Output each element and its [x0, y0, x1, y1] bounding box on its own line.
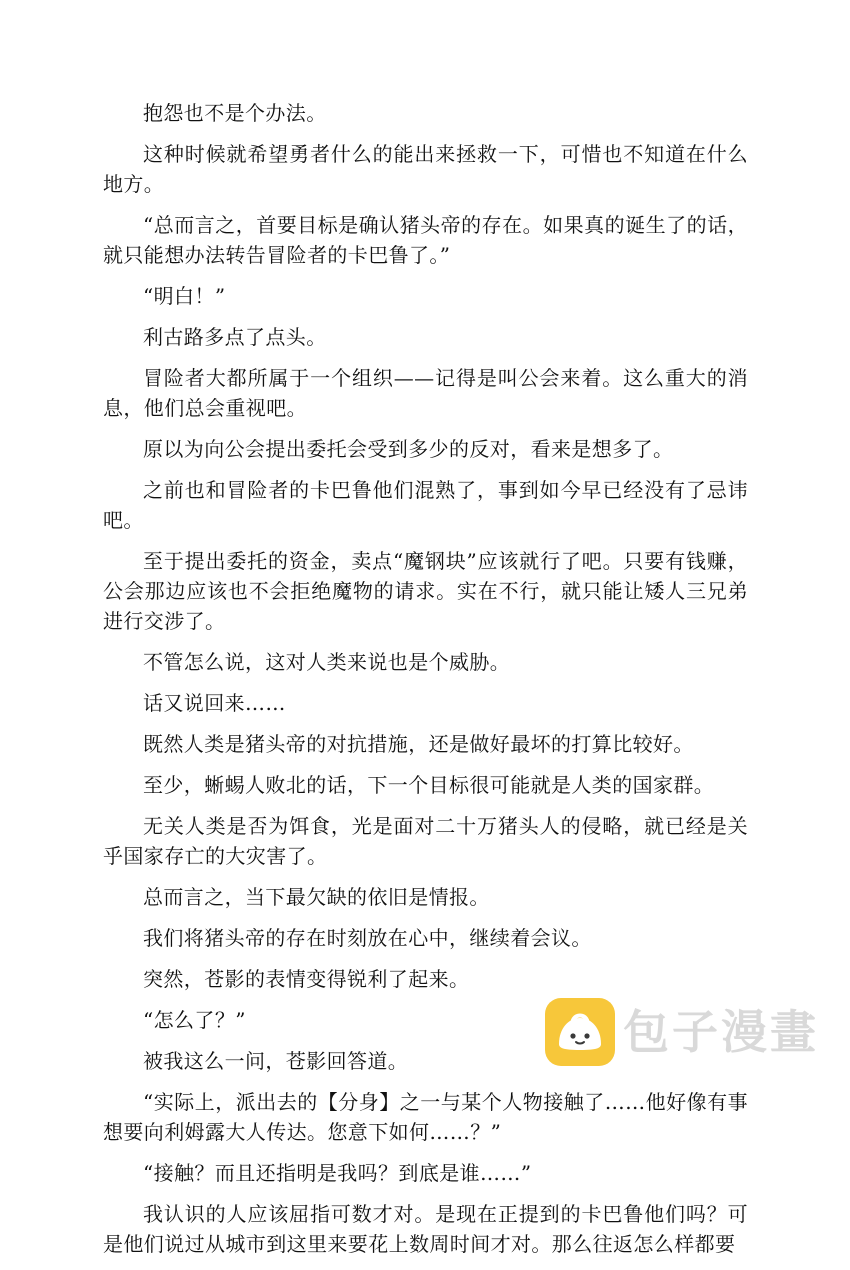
bun-mascot-icon: [545, 998, 615, 1066]
paragraph: 总而言之，当下最欠缺的依旧是情报。: [143, 885, 490, 909]
paragraph: 之前也和冒险者的卡巴鲁他们混熟了，事到如今早已经没有了忌讳吧。: [103, 478, 748, 532]
paragraph: “实际上，派出去的【分身】之一与某个人物接触了……他好像有事想要向利姆露大人传达。您意下如何……？”: [103, 1090, 748, 1144]
text-body: [103, 98, 748, 1270]
paragraph: 我们将猪头帝的存在时刻放在心中，继续着会议。: [143, 926, 592, 950]
paragraph: 话又说回来……: [143, 691, 286, 715]
paragraph: 原以为向公会提出委托会受到多少的反对，看来是想多了。: [143, 437, 674, 461]
paragraph: 这种时候就希望勇者什么的能出来拯救一下，可惜也不知道在什么地方。: [103, 142, 748, 196]
paragraph: 不管怎么说，这对人类来说也是个威胁。: [143, 650, 511, 674]
paragraph: 抱怨也不是个办法。: [143, 101, 327, 125]
paragraph: 无关人类是否为饵食，光是面对二十万猪头人的侵略，就已经是关乎国家存亡的大灾害了。: [103, 814, 748, 868]
paragraph: 至少，蜥蜴人败北的话，下一个目标很可能就是人类的国家群。: [143, 773, 715, 797]
paragraph: 至于提出委托的资金，卖点“魔钢块”应该就行了吧。只要有钱赚，公会那边应该也不会拒绝魔物的请求。实在不行，就只能让矮人三兄弟进行交涉了。: [103, 549, 748, 633]
paragraph: 被我这么一问，苍影回答道。: [143, 1049, 409, 1073]
watermark: [545, 998, 825, 1068]
paragraph: 既然人类是猪头帝的对抗措施，还是做好最坏的打算比较好。: [143, 732, 694, 756]
paragraph: 冒险者大都所属于一个组织——记得是叫公会来着。这么重大的消息，他们总会重视吧。: [103, 366, 748, 420]
paragraph: “总而言之，首要目标是确认猪头帝的存在。如果真的诞生了的话，就只能想办法转告冒险者的卡巴鲁了。”: [103, 213, 748, 267]
paragraph: 我认识的人应该屈指可数才对。是现在正提到的卡巴鲁他们吗？可是他们说过从城市到这里来要花上数周时间才对。那么往返怎么样都要: [103, 1202, 748, 1256]
paragraph: “怎么了？”: [143, 1008, 246, 1032]
watermark-text: 包子漫畫: [623, 1005, 819, 1059]
paragraph: “明白！”: [143, 284, 226, 308]
paragraph: 突然，苍影的表情变得锐利了起来。: [143, 967, 470, 991]
paragraph: “接触？而且还指明是我吗？到底是谁……”: [143, 1161, 532, 1185]
paragraph: 利古路多点了点头。: [143, 325, 327, 349]
